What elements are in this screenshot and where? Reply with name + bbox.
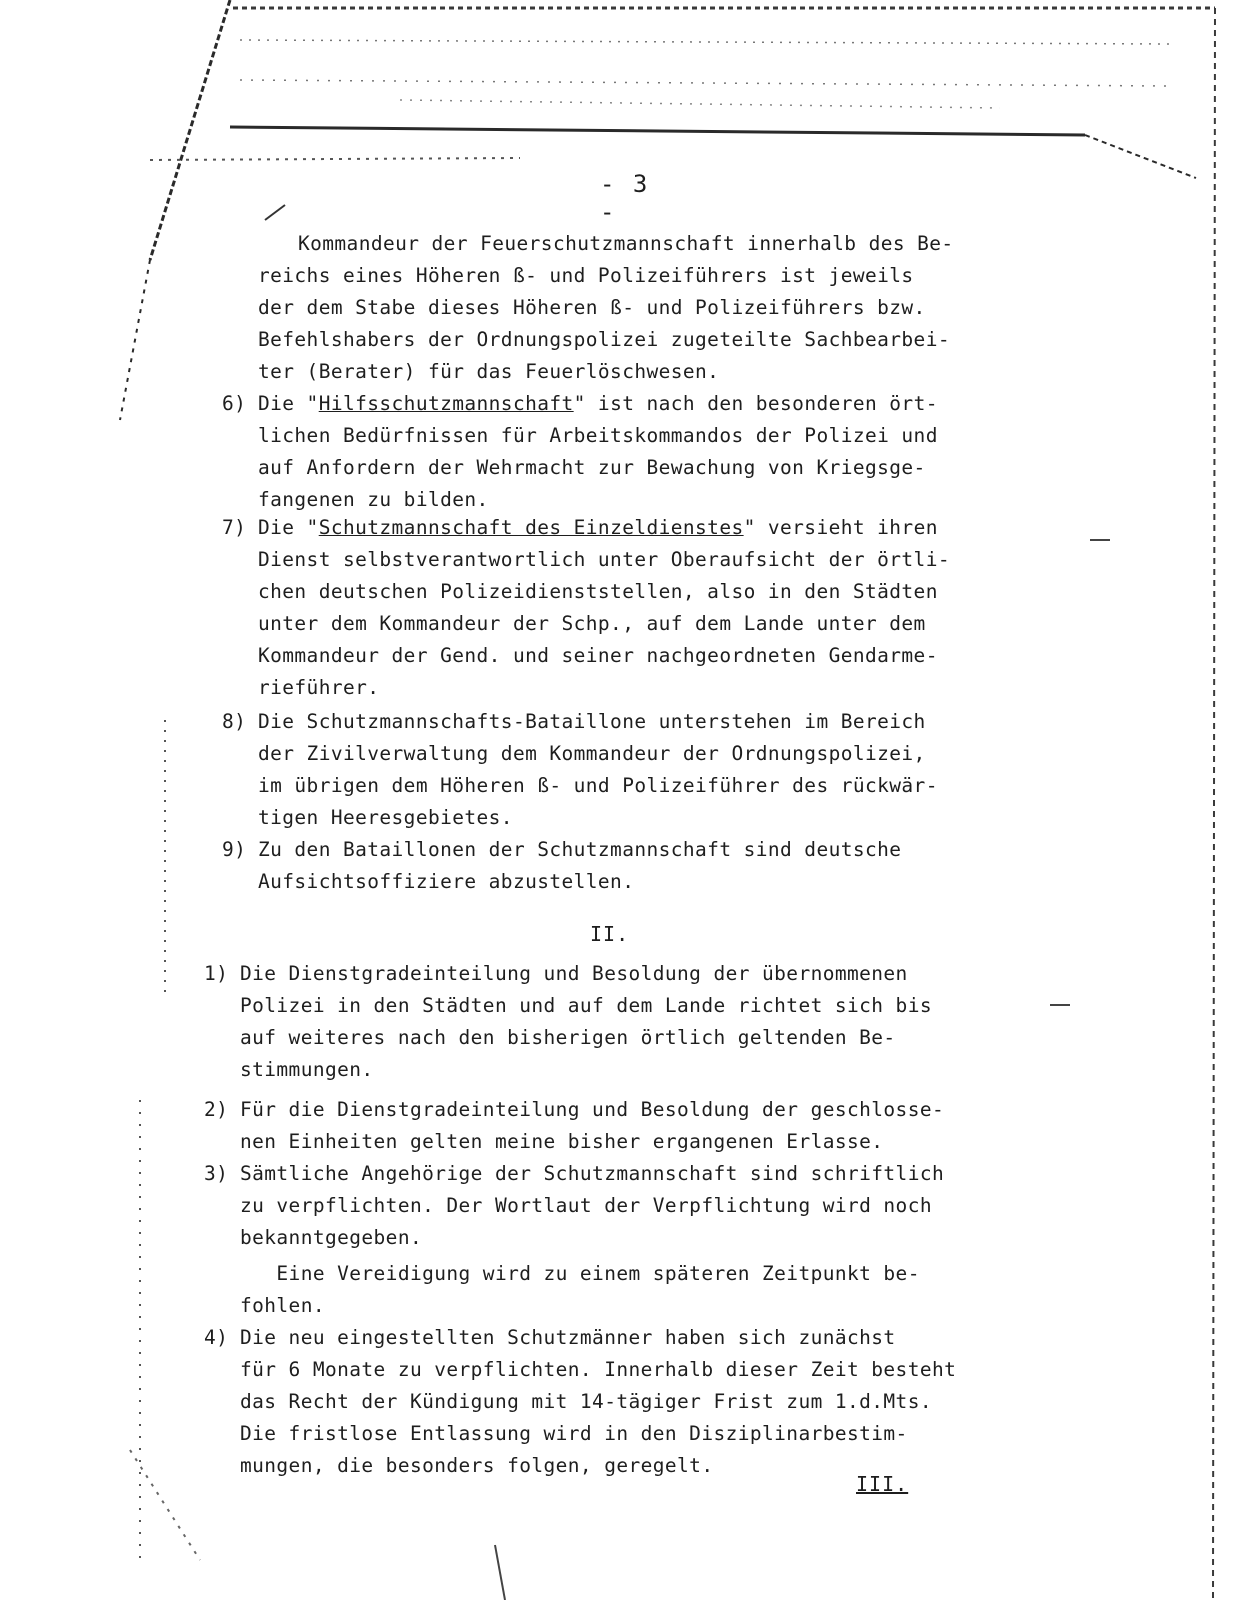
- text-line: auf Anfordern der Wehrmacht zur Bewachung von Kriegsge-: [258, 456, 926, 479]
- text-line: Aufsichtsoffiziere abzustellen.: [258, 870, 635, 893]
- text-line: unter dem Kommandeur der Schp., auf dem Lande unter dem: [258, 612, 926, 635]
- text-fragment: " ist nach den besonderen ört-: [573, 392, 938, 415]
- text-line: fangenen zu bilden.: [258, 488, 489, 511]
- item-number: 6): [222, 392, 247, 415]
- text-line: Zu den Bataillonen der Schutzmannschaft sind deutsche: [258, 838, 902, 861]
- text-fragment: Die ": [258, 392, 319, 415]
- text-line: Für die Dienstgradeinteilung und Besoldung der geschlosse-: [240, 1098, 945, 1121]
- list-item-first-line: [258, 392, 938, 415]
- item-number: 2): [204, 1098, 229, 1121]
- text-line: Die neu eingestellten Schutzmänner haben sich zunächst: [240, 1326, 896, 1349]
- text-line: Polizei in den Städten und auf dem Lande richtet sich bis: [240, 994, 932, 1017]
- text-line: Dienst selbstverantwortlich unter Oberaufsicht der örtli-: [258, 548, 950, 571]
- text-line: das Recht der Kündigung mit 14-tägiger Frist zum 1.d.Mts.: [240, 1390, 932, 1413]
- item-number: 4): [204, 1326, 229, 1349]
- text-line: im übrigen dem Höheren ß- und Polizeiführer des rückwär-: [258, 774, 938, 797]
- text-line: Kommandeur der Gend. und seiner nachgeordneten Gendarme-: [258, 644, 938, 667]
- text-line: Die fristlose Entlassung wird in den Disziplinarbestim-: [240, 1422, 908, 1445]
- text-line: bekanntgegeben.: [240, 1226, 423, 1249]
- text-line: stimmungen.: [240, 1058, 374, 1081]
- text-line: lichen Bedürfnissen für Arbeitskommandos der Polizei und: [258, 424, 938, 447]
- text-line: fohlen.: [240, 1294, 325, 1317]
- text-line: ter (Berater) für das Feuerlöschwesen.: [258, 360, 720, 383]
- text-line: der Zivilverwaltung dem Kommandeur der Ordnungspolizei,: [258, 742, 926, 765]
- text-line: Kommandeur der Feuerschutzmannschaft innerhalb des Be-: [298, 232, 954, 255]
- underlined-term: Schutzmannschaft des Einzeldienstes: [318, 516, 744, 539]
- page-number: - 3 -: [600, 170, 650, 226]
- item-number: 1): [204, 962, 229, 985]
- section-heading-iii: III.: [856, 1472, 909, 1496]
- text-line: der dem Stabe dieses Höheren ß- und Polizeiführers bzw.: [258, 296, 926, 319]
- item-number: 8): [222, 710, 247, 733]
- text-line: Sämtliche Angehörige der Schutzmannschaft sind schriftlich: [240, 1162, 945, 1185]
- text-line: reichs eines Höheren ß- und Polizeiführers ist jeweils: [258, 264, 914, 287]
- text-line: chen deutschen Polizeidienststellen, also in den Städten: [258, 580, 938, 603]
- list-item-first-line: [258, 516, 938, 539]
- section-heading-ii: II.: [590, 922, 630, 946]
- item-number: 3): [204, 1162, 229, 1185]
- text-fragment: Die ": [258, 516, 319, 539]
- text-line: Die Dienstgradeinteilung und Besoldung der übernommenen: [240, 962, 908, 985]
- text-line: auf weiteres nach den bisherigen örtlich geltenden Be-: [240, 1026, 896, 1049]
- text-line: Befehlshabers der Ordnungspolizei zugeteilte Sachbearbei-: [258, 328, 950, 351]
- item-number: 9): [222, 838, 247, 861]
- text-line: tigen Heeresgebietes.: [258, 806, 513, 829]
- text-line: zu verpflichten. Der Wortlaut der Verpflichtung wird noch: [240, 1194, 932, 1217]
- text-line: Eine Vereidigung wird zu einem späteren Zeitpunkt be-: [240, 1262, 920, 1285]
- item-number: 7): [222, 516, 247, 539]
- text-line: mungen, die besonders folgen, geregelt.: [240, 1454, 714, 1477]
- text-line: rieführer.: [258, 676, 380, 699]
- text-line: Die Schutzmannschafts-Bataillone unterstehen im Bereich: [258, 710, 926, 733]
- text-line: nen Einheiten gelten meine bisher ergangenen Erlasse.: [240, 1130, 884, 1153]
- text-fragment: " versieht ihren: [743, 516, 938, 539]
- underlined-term: Hilfsschutzmannschaft: [318, 392, 574, 415]
- text-line: für 6 Monate zu verpflichten. Innerhalb dieser Zeit besteht: [240, 1358, 957, 1381]
